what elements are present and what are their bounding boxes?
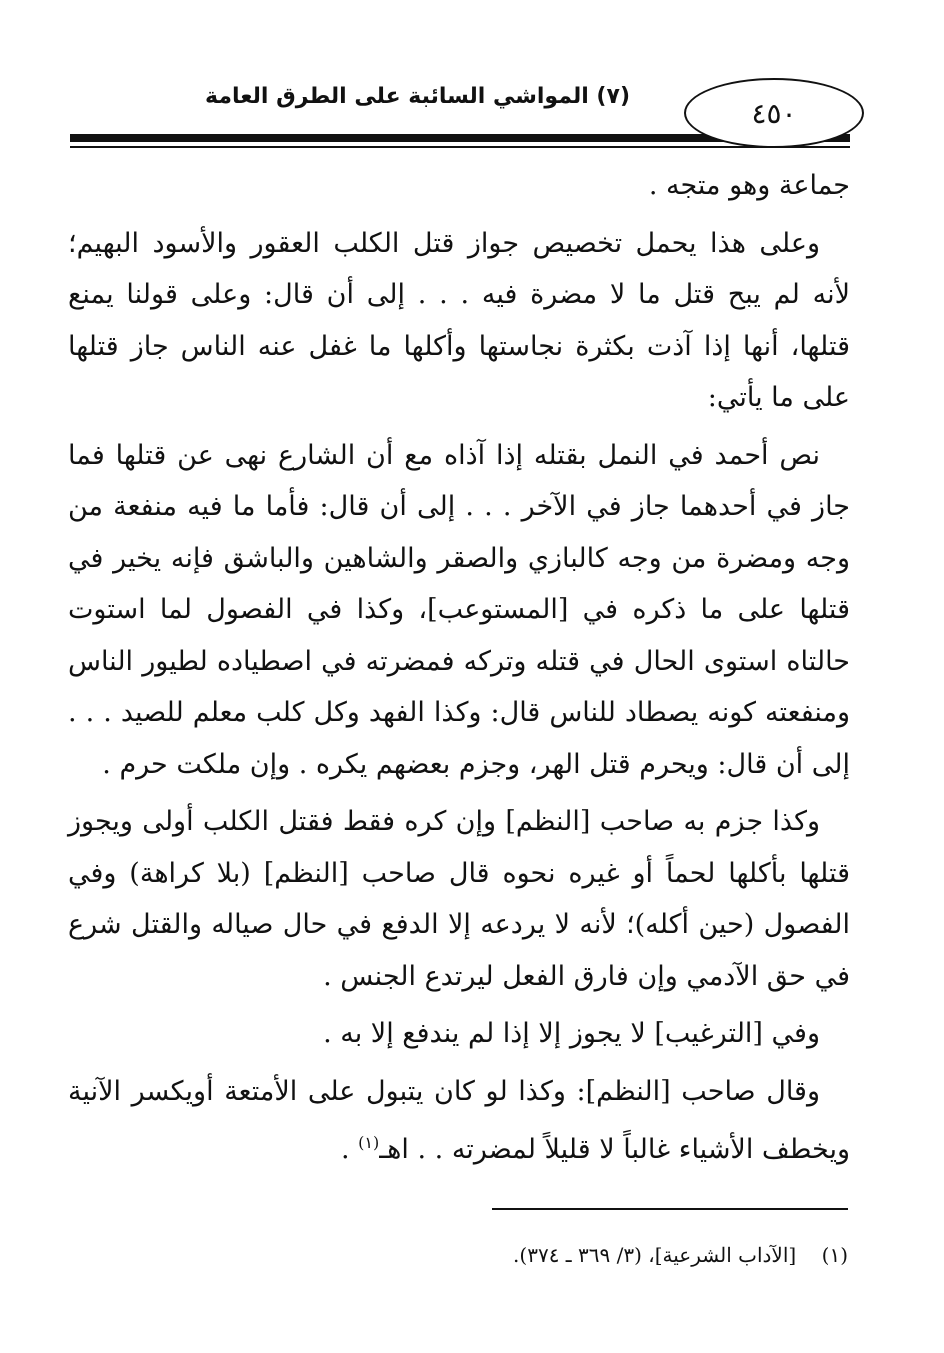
footnote-text: [الآداب الشرعية]، (٣/ ٣٦٩ ـ ٣٧٤).: [513, 1243, 797, 1267]
paragraph: وعلى هذا يحمل تخصيص جواز قتل الكلب العقور والأسود البهيم؛ لأنه لم يبح قتل ما لا مضرة فيه . . . إلى أن قال: وعلى قولنا يمنع قتلها، أنها إذا آذت بكثرة نجاستها وأكلها ما غفل عنه الناس جاز قتلها على ما يأتي:: [68, 227, 850, 413]
footnote: [300, 1240, 848, 1270]
running-title: (٧) المواشي السائبة على الطرق العامة: [205, 84, 630, 109]
page-number: ٤٥٠: [684, 78, 864, 148]
page-header: [70, 70, 850, 150]
header-rule-thin: [70, 146, 850, 148]
paragraph-text: وقال صاحب [النظم]: وكذا لو كان يتبول على الأمتعة أويكسر الآنية ويخطف الأشياء غالباً لا قليلاً لمضرته . . اهـ: [68, 1075, 850, 1165]
paragraph-last: وقال صاحب [النظم]: وكذا لو كان يتبول على الأمتعة أويكسر الآنية ويخطف الأشياء غالباً لا قليلاً لمضرته . . اهـ$^{(١)}$ .: [68, 1075, 850, 1165]
paragraph: جماعة وهو متجه .: [648, 170, 850, 201]
footnote-marker: (١): [821, 1243, 848, 1267]
paragraph: وفي [الترغيب] لا يجوز إلا إذا لم يندفع إلا به .: [323, 1018, 820, 1049]
footnote-reference: (١): [358, 1133, 380, 1152]
paragraph: نص أحمد في النمل بقتله إذا آذاه مع أن الشارع نهى عن قتلها فما جاز في أحدهما جاز في الآخر . . . إلى أن قال: فأما ما فيه منفعة من وجه ومضرة من وجه كالبازي والصقر والشاهين والباشق فإنه يخير في قتلها على ما ذكره في [المستوعب]، وكذا في الفصول لما استوت حالتاه استوى الحال في قتله وتركه فمضرته في اصطياده لطيور الناس ومنفعته كونه يصطاد للناس قال: وكذا الفهد وكل كلب معلم للصيد . . . إلى أن قال: ويحرم قتل الهر، وجزم بعضهم يكره . وإن ملكت حرم .: [68, 439, 851, 780]
paragraph: وكذا جزم به صاحب [النظم] وإن كره فقط فقتل الكلب أولى ويجوز قتلها بأكلها لحماً أو غيره نحوه قال صاحب [النظم] (بلا كراهة) وفي الفصول (حين أكله)؛ لأنه لا يردعه إلا الدفع في حال صياله والقتل شرع في حق الآدمي وإن فارق الفعل ليرتدع الجنس .: [68, 806, 850, 992]
footnote-divider: [492, 1208, 848, 1210]
body-text: [68, 160, 850, 1182]
